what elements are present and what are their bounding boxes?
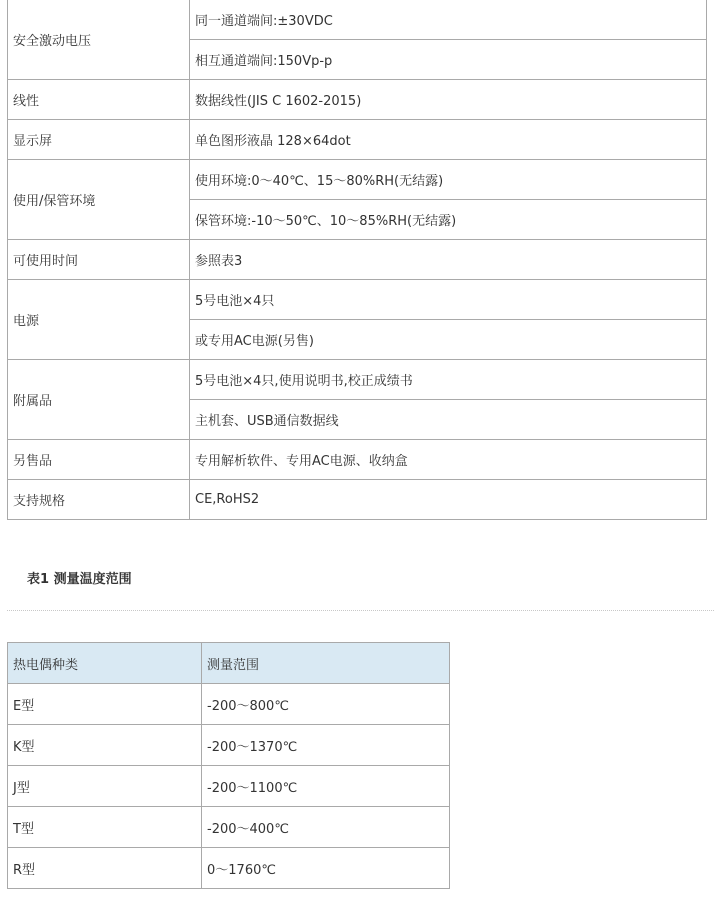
thermocouple-type-cell: T型 [8, 807, 202, 848]
spec-value: 同一通道端间:±30VDC [190, 0, 707, 40]
thermocouple-type-cell: R型 [8, 848, 202, 889]
thermocouple-type-cell: E型 [8, 684, 202, 725]
spec-value: 使用环境:0～40℃、15～80%RH(无结露) [190, 160, 707, 200]
spec-value: 保管环境:-10～50℃、10～85%RH(无结露) [190, 200, 707, 240]
table-row [8, 766, 450, 807]
spec-label: 可使用时间 [8, 240, 190, 280]
table-row [8, 80, 707, 120]
spec-label: 使用/保管环境 [8, 160, 190, 240]
table-row [8, 807, 450, 848]
spec-value: 参照表3 [190, 240, 707, 280]
spec-value: 主机套、USB通信数据线 [190, 400, 707, 440]
range-cell: -200～1370℃ [202, 725, 450, 766]
range-cell: -200～1100℃ [202, 766, 450, 807]
column-header-thermocouple-type: 热电偶种类 [8, 643, 202, 684]
thermocouple-type-cell: K型 [8, 725, 202, 766]
table-header-row [8, 643, 450, 684]
table-row [8, 0, 707, 40]
spec-label: 另售品 [8, 440, 190, 480]
spec-table [7, 0, 707, 520]
range-cell: -200～400℃ [202, 807, 450, 848]
table-row [8, 360, 707, 400]
spec-label: 支持规格 [8, 480, 190, 520]
temperature-range-table [7, 642, 450, 889]
spec-label: 线性 [8, 80, 190, 120]
spec-value: 专用解析软件、专用AC电源、收纳盒 [190, 440, 707, 480]
column-header-measurement-range: 测量范围 [202, 643, 450, 684]
table-caption: 表1 测量温度范围 [27, 572, 132, 587]
table-row [8, 480, 707, 520]
spec-value: 数据线性(JIS C 1602-2015) [190, 80, 707, 120]
table-row [8, 684, 450, 725]
spec-value: 单色图形液晶 128×64dot [190, 120, 707, 160]
table-row [8, 240, 707, 280]
table-row [8, 280, 707, 320]
spec-value: 相互通道端间:150Vp-p [190, 40, 707, 80]
spec-value: 或专用AC电源(另售) [190, 320, 707, 360]
table-row [8, 848, 450, 889]
spec-label: 附属品 [8, 360, 190, 440]
spec-label: 安全激动电压 [8, 0, 190, 80]
spec-value: CE,RoHS2 [190, 480, 707, 520]
dotted-divider [7, 610, 714, 611]
range-cell: -200～800℃ [202, 684, 450, 725]
spec-label: 电源 [8, 280, 190, 360]
range-cell: 0～1760℃ [202, 848, 450, 889]
spec-label: 显示屏 [8, 120, 190, 160]
table-row [8, 725, 450, 766]
spec-value: 5号电池×4只 [190, 280, 707, 320]
thermocouple-type-cell: J型 [8, 766, 202, 807]
spec-value: 5号电池×4只,使用说明书,校正成绩书 [190, 360, 707, 400]
table-row [8, 160, 707, 200]
table-row [8, 440, 707, 480]
table-row [8, 120, 707, 160]
